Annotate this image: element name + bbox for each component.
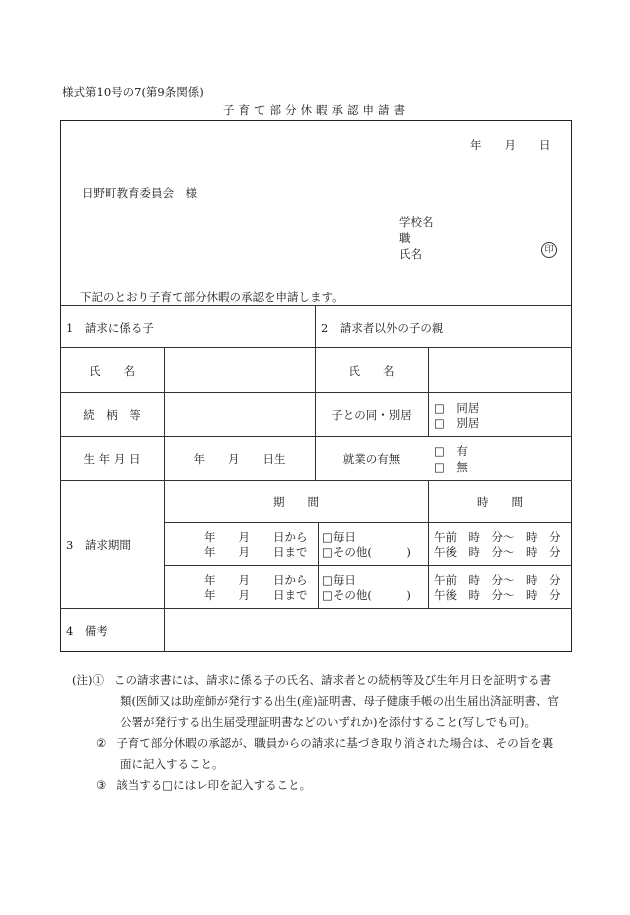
note-3-line-1: 該当する□にはレ印を記入すること。 — [116, 778, 312, 792]
period-row-2-to[interactable]: 年 月 日まで — [204, 588, 308, 602]
request-statement: 下記のとおり子育て部分休暇の承認を申請します。 — [80, 290, 344, 304]
applicant-name-label: 氏名 — [399, 247, 422, 261]
cohabit-option-separate[interactable]: □ 別居 — [434, 416, 480, 430]
cohabit-label: 子との同・別居 — [331, 408, 412, 422]
relation-label: 続 柄 等 — [83, 408, 141, 422]
employment-option-yes[interactable]: □ 有 — [434, 444, 468, 458]
period-row-1-pm[interactable]: 午後 時 分～ 時 分 — [434, 545, 561, 559]
rule-relation-row — [60, 392, 572, 393]
note-1 — [72, 670, 592, 691]
notes-prefix: (注) — [72, 673, 93, 687]
period-row-2-daily[interactable]: □毎日 — [322, 573, 356, 587]
rule-period-start — [60, 480, 572, 481]
period-row-2-from[interactable]: 年 月 日から — [204, 573, 308, 587]
rule-birthdate-row — [60, 436, 572, 437]
rule-period-header — [164, 522, 572, 523]
child-name-label: 氏 名 — [89, 364, 135, 378]
rule-section-header — [60, 305, 572, 306]
school-label: 学校名 — [399, 215, 434, 229]
birthdate-label: 生 年 月 日 — [83, 452, 141, 466]
section4-heading: 4 備考 — [66, 624, 108, 638]
period-row-1-from[interactable]: 年 月 日から — [204, 530, 308, 544]
document-title: 子育て部分休暇承認申請書 — [223, 103, 409, 117]
birthdate-field[interactable]: 年 月 日生 — [193, 452, 286, 466]
rule-remarks — [60, 608, 572, 609]
cohabit-option-together[interactable]: □ 同居 — [434, 401, 480, 415]
note-3-marker: ③ — [96, 778, 107, 792]
period-row-2-pm[interactable]: 午後 時 分～ 時 分 — [434, 588, 561, 602]
period-row-1-daily[interactable]: □毎日 — [322, 530, 356, 544]
time-header: 時 間 — [477, 495, 523, 509]
child-name-field[interactable] — [164, 356, 315, 384]
rule-frequency-column — [318, 522, 319, 608]
parent-name-field[interactable] — [428, 356, 572, 384]
period-row-1-am[interactable]: 午前 時 分～ 時 分 — [434, 530, 561, 544]
note-2-marker: ② — [96, 736, 107, 750]
note-1-line-3: 公署が発行する出生届受理証明書などのいずれか)を添付すること(写しでも可)。 — [120, 715, 536, 729]
addressee: 日野町教育委員会 様 — [82, 186, 197, 200]
position-label: 職 — [399, 231, 411, 245]
rule-name-row — [60, 347, 572, 348]
note-2 — [72, 733, 592, 754]
form-id: 様式第10号の7(第9条関係) — [62, 85, 204, 99]
note-1-line-2: 類(医師又は助産師が発行する出生(産)証明書、母子健康手帳の出生届出済証明書、官 — [120, 694, 559, 708]
period-row-2-am[interactable]: 午前 時 分～ 時 分 — [434, 573, 561, 587]
remarks-field[interactable] — [164, 614, 572, 648]
note-2-line-2: 面に記入すること。 — [120, 757, 224, 771]
parent-name-label: 氏 名 — [348, 364, 395, 378]
section1-heading: 1 請求に係る子 — [66, 321, 154, 335]
period-header: 期 間 — [273, 495, 319, 509]
application-date[interactable]: 年 月 日 — [470, 138, 551, 152]
relation-field[interactable] — [164, 400, 315, 428]
note-2-line-1: 子育て部分休暇の承認が、職員からの請求に基づき取り消された場合は、その旨を裏 — [116, 736, 554, 750]
seal-mark: 印 — [541, 242, 557, 258]
rule-period-row — [164, 565, 572, 566]
period-row-2-other[interactable]: □その他( ) — [322, 588, 411, 602]
period-row-1-other[interactable]: □その他( ) — [322, 545, 411, 559]
employment-option-no[interactable]: □ 無 — [434, 460, 468, 474]
period-row-1-to[interactable]: 年 月 日まで — [204, 545, 308, 559]
note-1-marker: ① — [92, 673, 104, 687]
note-3 — [72, 775, 592, 796]
employment-label: 就業の有無 — [342, 452, 401, 466]
section3-heading: 3 請求期間 — [66, 538, 131, 552]
notes-block — [72, 670, 592, 796]
note-1-line-1: この請求書には、請求に係る子の氏名、請求者との続柄等及び生年月日を証明する書 — [113, 673, 551, 687]
section2-heading: 2 請求者以外の子の親 — [321, 321, 444, 335]
